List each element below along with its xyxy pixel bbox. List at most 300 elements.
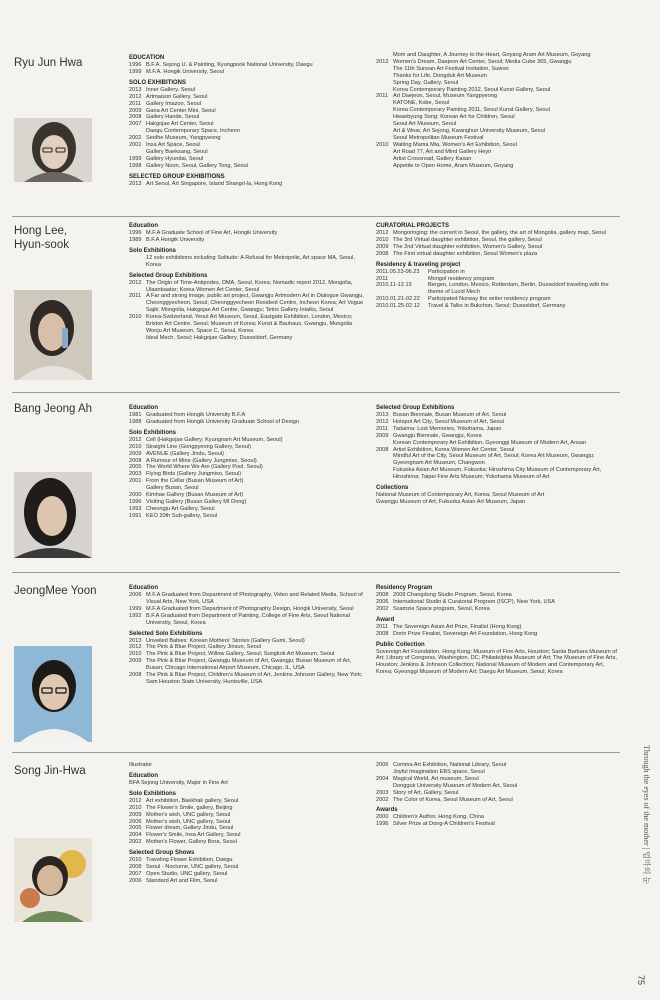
entry-text: 2009 Changdong Studio Program, Seoul, Korea (393, 592, 512, 598)
entry-text: Mother's wish, UNC gallery, Seoul (146, 811, 231, 818)
side-caption (638, 745, 652, 995)
entry (129, 839, 369, 846)
entry-year: 2004 (129, 832, 142, 839)
entry-text: The 2nd Virtual daughter exhibition, Women's Gallery, Seoul (393, 243, 543, 250)
entry-year: 2013 (129, 637, 142, 644)
entry (129, 857, 369, 864)
entry (376, 790, 620, 797)
entry-text: From the Cellar (Busan Museum of Art) (146, 478, 244, 485)
entry-text: Visiting Gallery (Busan Gallery MI Dong) (146, 498, 247, 505)
entry (129, 871, 369, 878)
section-heading: Education (129, 223, 159, 229)
entry-text: 12 solo exhibitions including Solitude: A Refusal for Metropolis, Art space MA, Seoul, Korea (146, 254, 355, 268)
entry-year (129, 485, 146, 492)
entry-text: Thanks for Life, Dongduk Art Museum (393, 72, 487, 79)
entry-year: 2011.05.23-06.23 (376, 268, 420, 275)
artist-right-column (376, 584, 620, 676)
entry-year: 2010 (129, 857, 142, 864)
artist-right-column (376, 52, 620, 169)
entry-text: Busan Biennale, Busan Museum of Art, Seoul (393, 412, 507, 418)
entry-year: 2002 (129, 135, 142, 142)
entry-text: Mongol residency program (428, 275, 495, 282)
entry (129, 163, 369, 170)
entry (129, 658, 369, 672)
entry (129, 513, 369, 520)
entry (376, 156, 620, 163)
section-heading: Residency & traveling project (376, 261, 461, 268)
entry-text: Gallery Hyundai, Seoul (146, 155, 204, 162)
entry-year: 2006 (129, 818, 142, 825)
entry-text: Mother's wish, UNC gallery, Seoul (146, 818, 231, 825)
entry-year: 2006 (376, 762, 389, 768)
entry-text: Gallery Imazoo, Seoul (146, 100, 202, 107)
entry-text: Art exhibition, Baekhak gallery, Seoul (146, 797, 239, 804)
entry (129, 471, 369, 478)
entry-text: Artmaison Gallery, Seoul (146, 93, 208, 100)
entry-text: Joyful Imagination EBS space, Seoul (393, 768, 485, 775)
entry-text: Korea Contemporary Painting 2011, Seoul Kunst Gallery, Seoul (393, 107, 550, 114)
entry (376, 66, 620, 73)
entry-year: 2007 (129, 870, 142, 877)
entry-year: 1992 (129, 612, 142, 619)
entry (376, 426, 620, 433)
entry (376, 80, 620, 87)
section-heading: Residency Program (376, 585, 433, 591)
entry (129, 644, 369, 651)
entry-text: A Rumour of Mine (Gallery Jungmiso, Seoul) (146, 457, 257, 464)
section-heading: Solo Exhibitions (129, 790, 177, 797)
entry (129, 335, 369, 342)
entry-year: 1996 (129, 230, 142, 236)
entry-year: 2013 (376, 412, 389, 418)
portrait-image (14, 646, 92, 742)
entry-text: M.F.A. Hongik University, Seoul (146, 68, 224, 75)
section-heading: SOLO EXHIBITIONS (129, 79, 187, 86)
entry-text: A Far and strong image, public art project, Gwangju Artmodern Art in Dialogue Gwangju, Cheonggyecheon, Seoul; Cheonggyecheon Resident Centre, Incheon Korea; Art Vogue Sajik; Mongolia, Hakgojae Art Centre, Gwangju; Tetris Gallery Intalks, Seoul (146, 293, 364, 314)
entry-year: 2011 (376, 93, 389, 100)
entry (376, 440, 620, 447)
entry (376, 87, 620, 94)
entry-year: 2010.11-12.13 (376, 282, 412, 289)
entry-year (376, 156, 393, 163)
entry-year (376, 107, 393, 114)
entry-text: Flower's Smile, Insa Art Gallery, Seoul (146, 832, 241, 839)
entry-text: Artist Crossroad, Gallery Kasan (393, 155, 472, 162)
entry-year (129, 335, 146, 342)
entry-year (376, 783, 393, 790)
entry-year: 2012 (129, 436, 142, 443)
entry-year: 2012 (376, 418, 389, 425)
entry (376, 107, 620, 114)
artist-right-column (376, 762, 620, 828)
entry-year (376, 66, 393, 73)
entry-text: Korea Contemporary Painting 2012, Seoul Kunst Gallery, Seoul (393, 86, 551, 93)
entry-text: Dorin Prize Finalist, Sovereign Art Foundation, Hong Kong (393, 630, 538, 637)
entry-text: The World Where We Are (Gallery Pool, Seoul) (146, 464, 263, 471)
section-heading: Award (376, 616, 395, 623)
entry (376, 149, 620, 156)
entry (376, 776, 620, 783)
entry-text: Seoul Art Museum, Seoul (393, 121, 457, 128)
artist-left-column (129, 404, 369, 520)
entry (376, 412, 620, 419)
entry (376, 762, 620, 769)
entry (376, 251, 620, 258)
entry-text: Appetite to Open Home, Aram Museum, Goyang (393, 162, 514, 169)
entry-year: 1999 (129, 68, 142, 75)
section-divider (12, 572, 620, 573)
portrait-image (14, 838, 92, 922)
artist-left-column (129, 762, 369, 885)
entry-text: Art Daejeon, Seoul, Museum Yangpyeong (393, 93, 497, 100)
entry-year: 1981 (129, 412, 142, 418)
section-heading: Solo Exhibitions (129, 247, 177, 254)
entry-year: 2000 (129, 492, 142, 499)
entry-year: 2012 (376, 58, 389, 65)
entry (376, 73, 620, 80)
entry (129, 864, 369, 871)
entry-year: 2008 (129, 114, 142, 121)
entry (129, 255, 369, 269)
entry (129, 762, 369, 769)
portrait-image (14, 472, 92, 558)
section-divider (12, 392, 620, 393)
section-heading: SELECTED GROUP EXHIBITIONS (129, 173, 225, 180)
entry-year: 2008 (376, 250, 389, 257)
entry (376, 296, 620, 303)
entry-year: 2013 (129, 180, 142, 187)
entry-text: Waiting Mama Mia, Women's Art Exhibition, Seoul (393, 141, 517, 148)
entry-year: 2007 (129, 121, 142, 128)
entry-text: Women's Dream, Daejeon Art Center, Seoul; Media Cube 365, Gwangju (393, 58, 572, 65)
entry-text: Open Studio, UNC gallery, Seoul (146, 870, 228, 877)
entry (129, 114, 369, 121)
entry-text: Art Seoul, Art Singapore, Island Shangri-la, Hong Kong (146, 180, 283, 187)
entry-text: M.F.A Graduated from Department of Photography Design, Hongik University, Seoul (146, 605, 354, 612)
entry-text: Seoul Metropolitan Museum Festival (393, 134, 484, 141)
entry-text: Cell (Hakgojae Gallery; Kyungnam Art Museum, Seoul) (146, 436, 283, 443)
entry (129, 419, 369, 426)
entry (376, 624, 620, 631)
entry-text: Ideal Mech, Seoul; Hakgojae Gallery, Dusseldorf, Germany (146, 334, 293, 341)
entry-year (376, 467, 393, 481)
entry (129, 94, 369, 101)
entry-year (376, 100, 393, 107)
entry-text: Tadaima: Lost Memories, Yokohama, Japan (393, 425, 502, 432)
entry-year: 2008 (376, 446, 389, 453)
entry (129, 819, 369, 826)
entry-text: Graduated from Hongik University B.F.A (146, 412, 246, 418)
entry (129, 101, 369, 108)
entry-year (129, 255, 146, 269)
entry-year: 2006 (129, 877, 142, 884)
entry-year: 2010 (129, 443, 142, 450)
entry-year: 2011 (376, 425, 389, 432)
entry-year: 2001 (129, 478, 142, 485)
artist-name: Song Jin-Hwa (14, 765, 86, 777)
entry-text: The 11th Sunsan Art Festival Invitation, Suwon (393, 65, 509, 72)
entry-year: 2010.01.21-02.22 (376, 296, 420, 303)
entry-year: 2013 (129, 86, 142, 93)
entry-year: 2010 (376, 236, 389, 243)
entry-text: B.F.A. Sejong U. & Painting, Kyungpook National University, Daegu (146, 62, 313, 68)
entry-year (376, 87, 393, 94)
entry-year (376, 80, 393, 87)
artist-portrait (14, 646, 92, 742)
entry-text: The Origin of Time-Antipodes, DMA, Seoul, Korea; Nomadic report 2012, Mongolia, Ulaanbaatar; Korea Women Art Center, Seoul (146, 279, 353, 293)
entry (376, 592, 620, 599)
section-heading: EDUCATION (129, 55, 165, 61)
entry-year (376, 114, 393, 121)
entry-year: 2011 (376, 275, 389, 282)
entry-year (376, 163, 393, 170)
entry-year (129, 328, 146, 335)
artist-left-column (129, 222, 369, 342)
entry-text: Korea-Switzerland, Yeoul Art Museum, Seoul, Eastgate Exhibition, London, Mexico; Brixton Art Centre, Seoul; Museum of Korea; Kunst & Bauhaus, Gwangju, Mongolia (146, 314, 353, 328)
entry-text: Straight Line (Gongpyeong Gallery, Seoul) (146, 443, 251, 450)
entry (376, 467, 620, 481)
entry-text: Spring Day, Gallery, Seoul (393, 79, 459, 86)
entry-year: 2002 (376, 796, 389, 803)
entry-year: 1996 (376, 821, 389, 828)
entry-text: Mom and Daughter, A Journey to the Heart, Goyang Aram Art Museum, Goyang (393, 52, 591, 58)
entry-year: 2003 (376, 789, 389, 796)
entry-year: 2010 (129, 804, 142, 811)
entry (376, 276, 620, 283)
entry-year: 2011 (129, 100, 142, 107)
section-heading: Education (129, 585, 159, 591)
entry (376, 769, 620, 776)
artist-name: JeongMee Yoon (14, 585, 97, 597)
entry-year: 2008 (129, 457, 142, 464)
entry-text: The Sovereign Asian Art Prize, Finalist (Hong Kong) (393, 623, 522, 630)
entry (129, 651, 369, 658)
entry-text: Hakgojae Art Center, Seoul (146, 121, 214, 128)
entry-text: Silver Prize at Dong-A Children's Festival (393, 821, 495, 828)
entry-year: 2012 (129, 644, 142, 651)
entry-year: 2010 (376, 141, 389, 148)
artist-portrait (14, 838, 92, 922)
entry (129, 181, 369, 188)
section-heading: Public Collection (376, 641, 425, 648)
entry (129, 156, 369, 163)
entry-year: 2012 (129, 797, 142, 804)
entry-text: Fukuoka Asian Art Museum, Fukuoka; Hiroshima City Museum of Contemporary Art, Hiroshima; Taipei Fine Arts Museum; Yokohama Museum of Art (393, 467, 602, 481)
entry-year: 2008 (129, 672, 142, 679)
entry (129, 878, 369, 885)
entry-year (376, 128, 393, 135)
entry-text: Mother's Flower, Gallery Bora, Seoul (146, 839, 237, 846)
entry-year: 2011 (129, 293, 142, 300)
entry-year: 2009 (129, 658, 142, 665)
entry-year: 1996 (129, 498, 142, 505)
entry-year: 2009 (376, 432, 389, 439)
artist-left-column (129, 54, 369, 188)
entry (376, 797, 620, 804)
entry-text: Daegu Contemporary Space, Incheon (146, 128, 240, 135)
entry-year: 2009 (129, 450, 142, 457)
artist-name: Hong Lee, Hyun-sook (14, 225, 69, 251)
entry-text: Seoul - Nocturne, UNC gallery, Seoul (146, 864, 239, 871)
entry-text: Art & Wear, Art Sejong, Kwanghun University Museum, Seoul (393, 127, 545, 134)
entry-year: 2008 (376, 630, 389, 637)
entry-text: Standard Art and Film, Seoul (146, 877, 218, 884)
entry-text: Dongguk University Museum of Modern Art, Seoul (393, 782, 518, 789)
entry-year: 2012 (129, 93, 142, 100)
portrait-image (14, 290, 92, 380)
entry-text: The 3rd Virtual daughter exhibition, Seoul, the gallery, Seoul (393, 236, 542, 243)
entry-text: Korean Contemporary Art Exhibition, Gyeonggi Museum of Modern Art, Ansan (393, 439, 587, 446)
section-heading: Solo Exhibitions (129, 429, 177, 436)
entry-year (376, 135, 393, 142)
entry-text: AVENUE (Gallery Jindu, Seoul) (146, 450, 224, 457)
entry (129, 62, 369, 69)
artist-name: Ryu Jun Hwa (14, 57, 83, 69)
entry-text: KATONE, Kobe, Seoul (393, 100, 450, 107)
entry-text: International Studio & Curatorial Program (ISCP), New York, USA (393, 598, 555, 605)
section-heading: Awards (376, 807, 398, 814)
artist-portrait (14, 290, 92, 380)
entry (376, 142, 620, 149)
entry-text: Unveiled Babies: Korean Mothers' Stories (Gallery Gumi, Seoul) (146, 637, 305, 644)
entry-text: The Flower's Smile, gallery, Beijing (146, 804, 233, 811)
entry-text: The Pink & Blue Project, Gwangju Museum of Art, Gwangju; Busan Museum of Art, Busan; Chicago International Airport Museum, Chicago, IL, USA (146, 658, 352, 672)
entry (376, 269, 620, 276)
entry-year (129, 149, 146, 156)
entry-text: Flying Birds (Gallery Jungmiso, Seoul) (146, 471, 242, 478)
entry (129, 451, 369, 458)
entry (129, 142, 369, 149)
artist-right-column (376, 222, 620, 310)
entry (129, 638, 369, 645)
entry (376, 433, 620, 440)
entry (376, 419, 620, 426)
entry-text: Mindful Art of the City, Seoul Museum of Art, Seoul; Korea Art Museum, Gwangju; Gyeongnam Art Museum, Changwon (393, 453, 595, 467)
entry-year: 2008 (376, 592, 389, 598)
entry-text: Wonju Art Museum, Space C, Seoul, Korea (146, 327, 254, 334)
entry (376, 244, 620, 251)
entry-year: 1989 (129, 236, 142, 243)
entry-year: 2010.01.25-02.12 (376, 303, 420, 310)
entry (129, 437, 369, 444)
entry-text: Ssamzie Space program, Seoul, Korea (393, 605, 490, 612)
entry-year: 2005 (129, 825, 142, 832)
entry-text: The Color of Korea, Seoul Museum of Art, Seoul (393, 796, 513, 803)
entry (129, 506, 369, 513)
section-heading: CURATORIAL PROJECTS (376, 223, 450, 229)
entry-text: M.F.A Graduate School of Fine Art, Hongik University (146, 230, 278, 236)
entry (376, 783, 620, 790)
entry-year (376, 121, 393, 128)
entry-text: Gallery Noon, Seoul, Gallery Tong, Seoul (146, 162, 248, 169)
section-heading: Selected Group Exhibitions (129, 272, 208, 279)
entry-text: B.F.A Graduated from Department of Painting, College of Fine Arts, Seoul National University, Seoul, Korea (146, 612, 350, 626)
entry-year: 2009 (129, 811, 142, 818)
entry-year: 1998 (129, 162, 142, 169)
entry-year: 1988 (129, 418, 142, 425)
entry (376, 447, 620, 454)
entry-year: 2008 (129, 864, 142, 871)
entry-year (376, 440, 393, 447)
entry (376, 163, 620, 170)
entry-year (376, 149, 393, 156)
page-number: 75 (636, 975, 646, 986)
entry-year: 2005 (129, 464, 142, 471)
entry-year: 2003 (129, 471, 142, 478)
entry (129, 780, 369, 787)
entry-year: 2012 (129, 279, 142, 286)
entry-year: 2006 (376, 598, 389, 605)
entry (129, 672, 369, 686)
entry-year: 2012 (376, 230, 389, 236)
entry (129, 798, 369, 805)
entry-year: 2001 (129, 142, 142, 149)
entry (376, 282, 620, 296)
entry (376, 492, 620, 499)
entry-text: Travel & Talks in Bukchon, Seoul; Dusseldorf, Germany (428, 303, 566, 310)
entry-text: Participated Norway the writer residency program (428, 296, 551, 303)
entry (129, 108, 369, 115)
entry-year (376, 453, 393, 467)
artist-name: Bang Jeong Ah (14, 403, 93, 415)
entry-text: Artist Exhibition, Korea Women Art Center, Seoul (393, 446, 515, 453)
entry (129, 825, 369, 832)
entry (129, 314, 369, 328)
entry (129, 121, 369, 128)
entry-text: Mongoringing: the current in Seoul, the gallery, the art of Mongolia, gallery map, Seoul (393, 230, 606, 236)
entry (129, 135, 369, 142)
entry-text: Participation in (428, 268, 465, 275)
entry-year: 2002 (376, 605, 389, 612)
entry (376, 814, 620, 821)
section-heading: Education (129, 405, 159, 411)
entry (376, 52, 620, 59)
entry-text: The Pink & Blue Project, Willow Gallery, Seoul; Sungkok Art Museum, Seoul (146, 651, 335, 658)
entry (376, 230, 620, 237)
entry (129, 499, 369, 506)
entry (129, 87, 369, 94)
entry-text: Gallery Busan, Seoul (146, 485, 199, 492)
entry-text: Bergen, London, Mexico, Rotterdam, Berlin, Dusseldorf traveling with the theme of Lucid Mech (428, 282, 609, 296)
entry (376, 121, 620, 128)
entry (129, 478, 369, 485)
portrait-image (14, 118, 92, 182)
entry-year: 2002 (129, 839, 142, 846)
entry (376, 606, 620, 613)
section-heading: Education (129, 772, 159, 779)
section-heading: Selected Solo Exhibitions (129, 630, 203, 637)
entry-text: Gwangju Museum of Art; Fukuoka Asian Art Museum, Japan (376, 498, 526, 505)
artist-portrait (14, 118, 92, 182)
entry-text: The Pink & Blue Project, Children's Museum of Art, Jenkins Johnson Gallery, New York; Sam Houston State University, Huntsville, USA (146, 672, 363, 685)
entry (376, 453, 620, 467)
entry (376, 59, 620, 66)
entry (129, 328, 369, 335)
entry (129, 832, 369, 839)
entry (376, 135, 620, 142)
entry (376, 100, 620, 107)
entry-year: 1999 (129, 605, 142, 612)
artist-right-column (376, 404, 620, 506)
entry-text: Sovereign Art Foundation, Hong Kong; Museum of Fine Arts, Houston; Santa Barbara Museum of Art; Library of Congress, Washington, DC; Philadelphia Museum of Art; The Museum of Fine Arts, Houston; Jenkins & Johnson Collection; National Museum of Modern and Contemporary Art, Korea; Gyeonggi Museum of Modern Art; Daegu Art Museum, Seoul, Korea (376, 648, 617, 676)
entry-text: National Museum of Contemporary Art, Korea; Seoul Museum of Art (376, 492, 545, 499)
side-caption-text: Through the eyes of the mother | 엄마의 눈 (642, 745, 651, 885)
entry-text: BFA Sejong University, Major in Fine Art (129, 779, 228, 786)
entry-year (376, 769, 393, 776)
entry (376, 499, 620, 506)
entry-text: Gallery Hande, Seoul (146, 114, 200, 121)
entry (129, 485, 369, 492)
